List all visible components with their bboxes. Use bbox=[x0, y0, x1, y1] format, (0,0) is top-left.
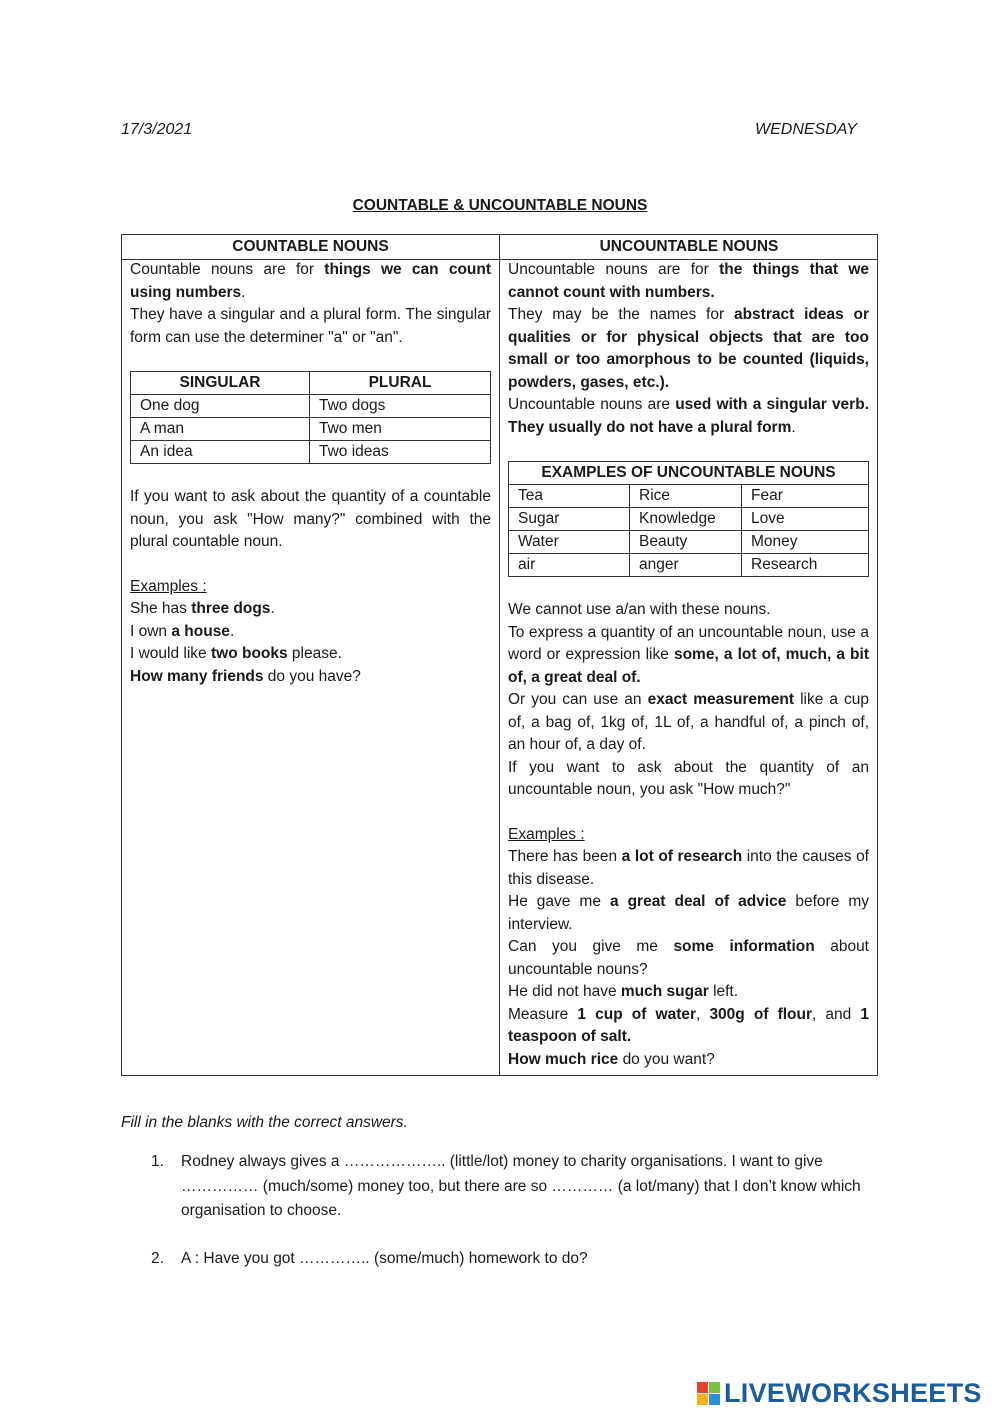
logo-square-icon bbox=[697, 1394, 708, 1405]
uncountable-heading: UNCOUNTABLE NOUNS bbox=[599, 238, 779, 255]
logo-mark-icon bbox=[697, 1382, 720, 1405]
liveworksheets-logo[interactable] bbox=[697, 1376, 982, 1410]
page-title: COUNTABLE & UNCOUNTABLE NOUNS bbox=[352, 197, 648, 214]
countable-heading: COUNTABLE NOUNS bbox=[232, 238, 389, 255]
singular-plural-table bbox=[130, 371, 491, 464]
uncountable-intro: Uncountable nouns are for the things that we cannot count with numbers. bbox=[508, 261, 869, 301]
how-many-text: If you want to ask about the quantity of a countable noun, you ask "How many?" combined with the plural countable noun. bbox=[130, 488, 491, 550]
how-much-text: If you want to ask about the quantity of an uncountable noun, you ask "How much?" bbox=[508, 758, 869, 798]
countable-intro: Countable nouns are for things we can count using numbers. bbox=[130, 261, 492, 301]
countable-examples-label: Examples : bbox=[130, 577, 207, 595]
table-row: Tea Rice Fear bbox=[509, 485, 869, 508]
example-line: How much rice do you want? bbox=[508, 1050, 715, 1068]
countable-cell bbox=[130, 259, 491, 688]
header-day: WEDNESDAY bbox=[755, 121, 857, 138]
table-row: air anger Research bbox=[509, 554, 869, 577]
example-line: He did not have much sugar left. bbox=[508, 983, 739, 1000]
table-header-row bbox=[122, 235, 877, 260]
example-line: Can you give me some information about uncountable nouns? bbox=[508, 938, 869, 978]
table-row: Sugar Knowledge Love bbox=[509, 508, 869, 531]
table-row: A man Two men bbox=[131, 418, 491, 441]
countable-forms-text: They have a singular and a plural form. The singular form can use the determiner "a" or "an". bbox=[130, 306, 491, 346]
nouns-table bbox=[121, 234, 878, 1076]
column-divider bbox=[499, 235, 500, 1075]
example-line: I own a house. bbox=[130, 622, 235, 640]
exercise-item bbox=[151, 1247, 861, 1272]
exercise-item bbox=[151, 1150, 861, 1224]
logo-square-icon bbox=[709, 1394, 720, 1405]
logo-square-icon bbox=[697, 1382, 708, 1393]
uncountable-names-text: They may be the names for abstract ideas or qualities or for physical objects that are too small or too amorphous to be counted (liquids, powders, gases, etc.). bbox=[508, 306, 870, 391]
exercise-number: 2. bbox=[151, 1250, 164, 1267]
example-line: There has been a lot of research into the causes of this disease. bbox=[508, 848, 869, 888]
table-row: Water Beauty Money bbox=[509, 531, 869, 554]
exercise-text[interactable]: A : Have you got ………….. (some/much) homework to do? bbox=[181, 1250, 588, 1267]
example-line: He gave me a great deal of advice before my interview. bbox=[508, 893, 869, 933]
singular-header: SINGULAR bbox=[131, 372, 310, 395]
example-line: I would like two books please. bbox=[130, 645, 342, 662]
uncountable-examples-table bbox=[508, 461, 869, 577]
logo-text: LIVEWORKSHEETS bbox=[724, 1377, 982, 1408]
table-row: One dog Two dogs bbox=[131, 395, 491, 418]
plural-header: PLURAL bbox=[310, 372, 491, 395]
example-line: Measure 1 cup of water, 300g of flour, and 1 teaspoon of salt. bbox=[508, 1005, 870, 1045]
uncountable-examples-heading: EXAMPLES OF UNCOUNTABLE NOUNS bbox=[509, 462, 869, 485]
instructions: Fill in the blanks with the correct answers. bbox=[121, 1114, 408, 1131]
example-line: She has three dogs. bbox=[130, 600, 275, 617]
exercise-text[interactable]: Rodney always gives a ……………….. (little/lot) money to charity organisations. I want to give …………… (much/some) money too, but there are so ………… (a lot/many) that I don’t know which organisation to choose. bbox=[181, 1153, 861, 1219]
exercise-number: 1. bbox=[151, 1153, 164, 1170]
quantity-text: To express a quantity of an uncountable noun, use a word or expression like some, a lot of, much, a bit of, a great deal of. bbox=[508, 623, 869, 686]
header-date: 17/3/2021 bbox=[121, 121, 193, 138]
logo-square-icon bbox=[709, 1382, 720, 1393]
measurement-text: Or you can use an exact measurement like a cup of, a bag of, 1kg of, 1L of, a handful of, a pinch of, an hour of, a day of. bbox=[508, 691, 869, 753]
uncountable-cell bbox=[508, 259, 869, 1071]
no-article-text: We cannot use a/an with these nouns. bbox=[508, 601, 771, 618]
uncountable-verb-text: Uncountable nouns are used with a singular verb. They usually do not have a plural form. bbox=[508, 396, 869, 436]
table-row: An idea Two ideas bbox=[131, 441, 491, 464]
example-line: How many friends do you have? bbox=[130, 667, 361, 685]
uncountable-examples-label: Examples : bbox=[508, 825, 585, 843]
